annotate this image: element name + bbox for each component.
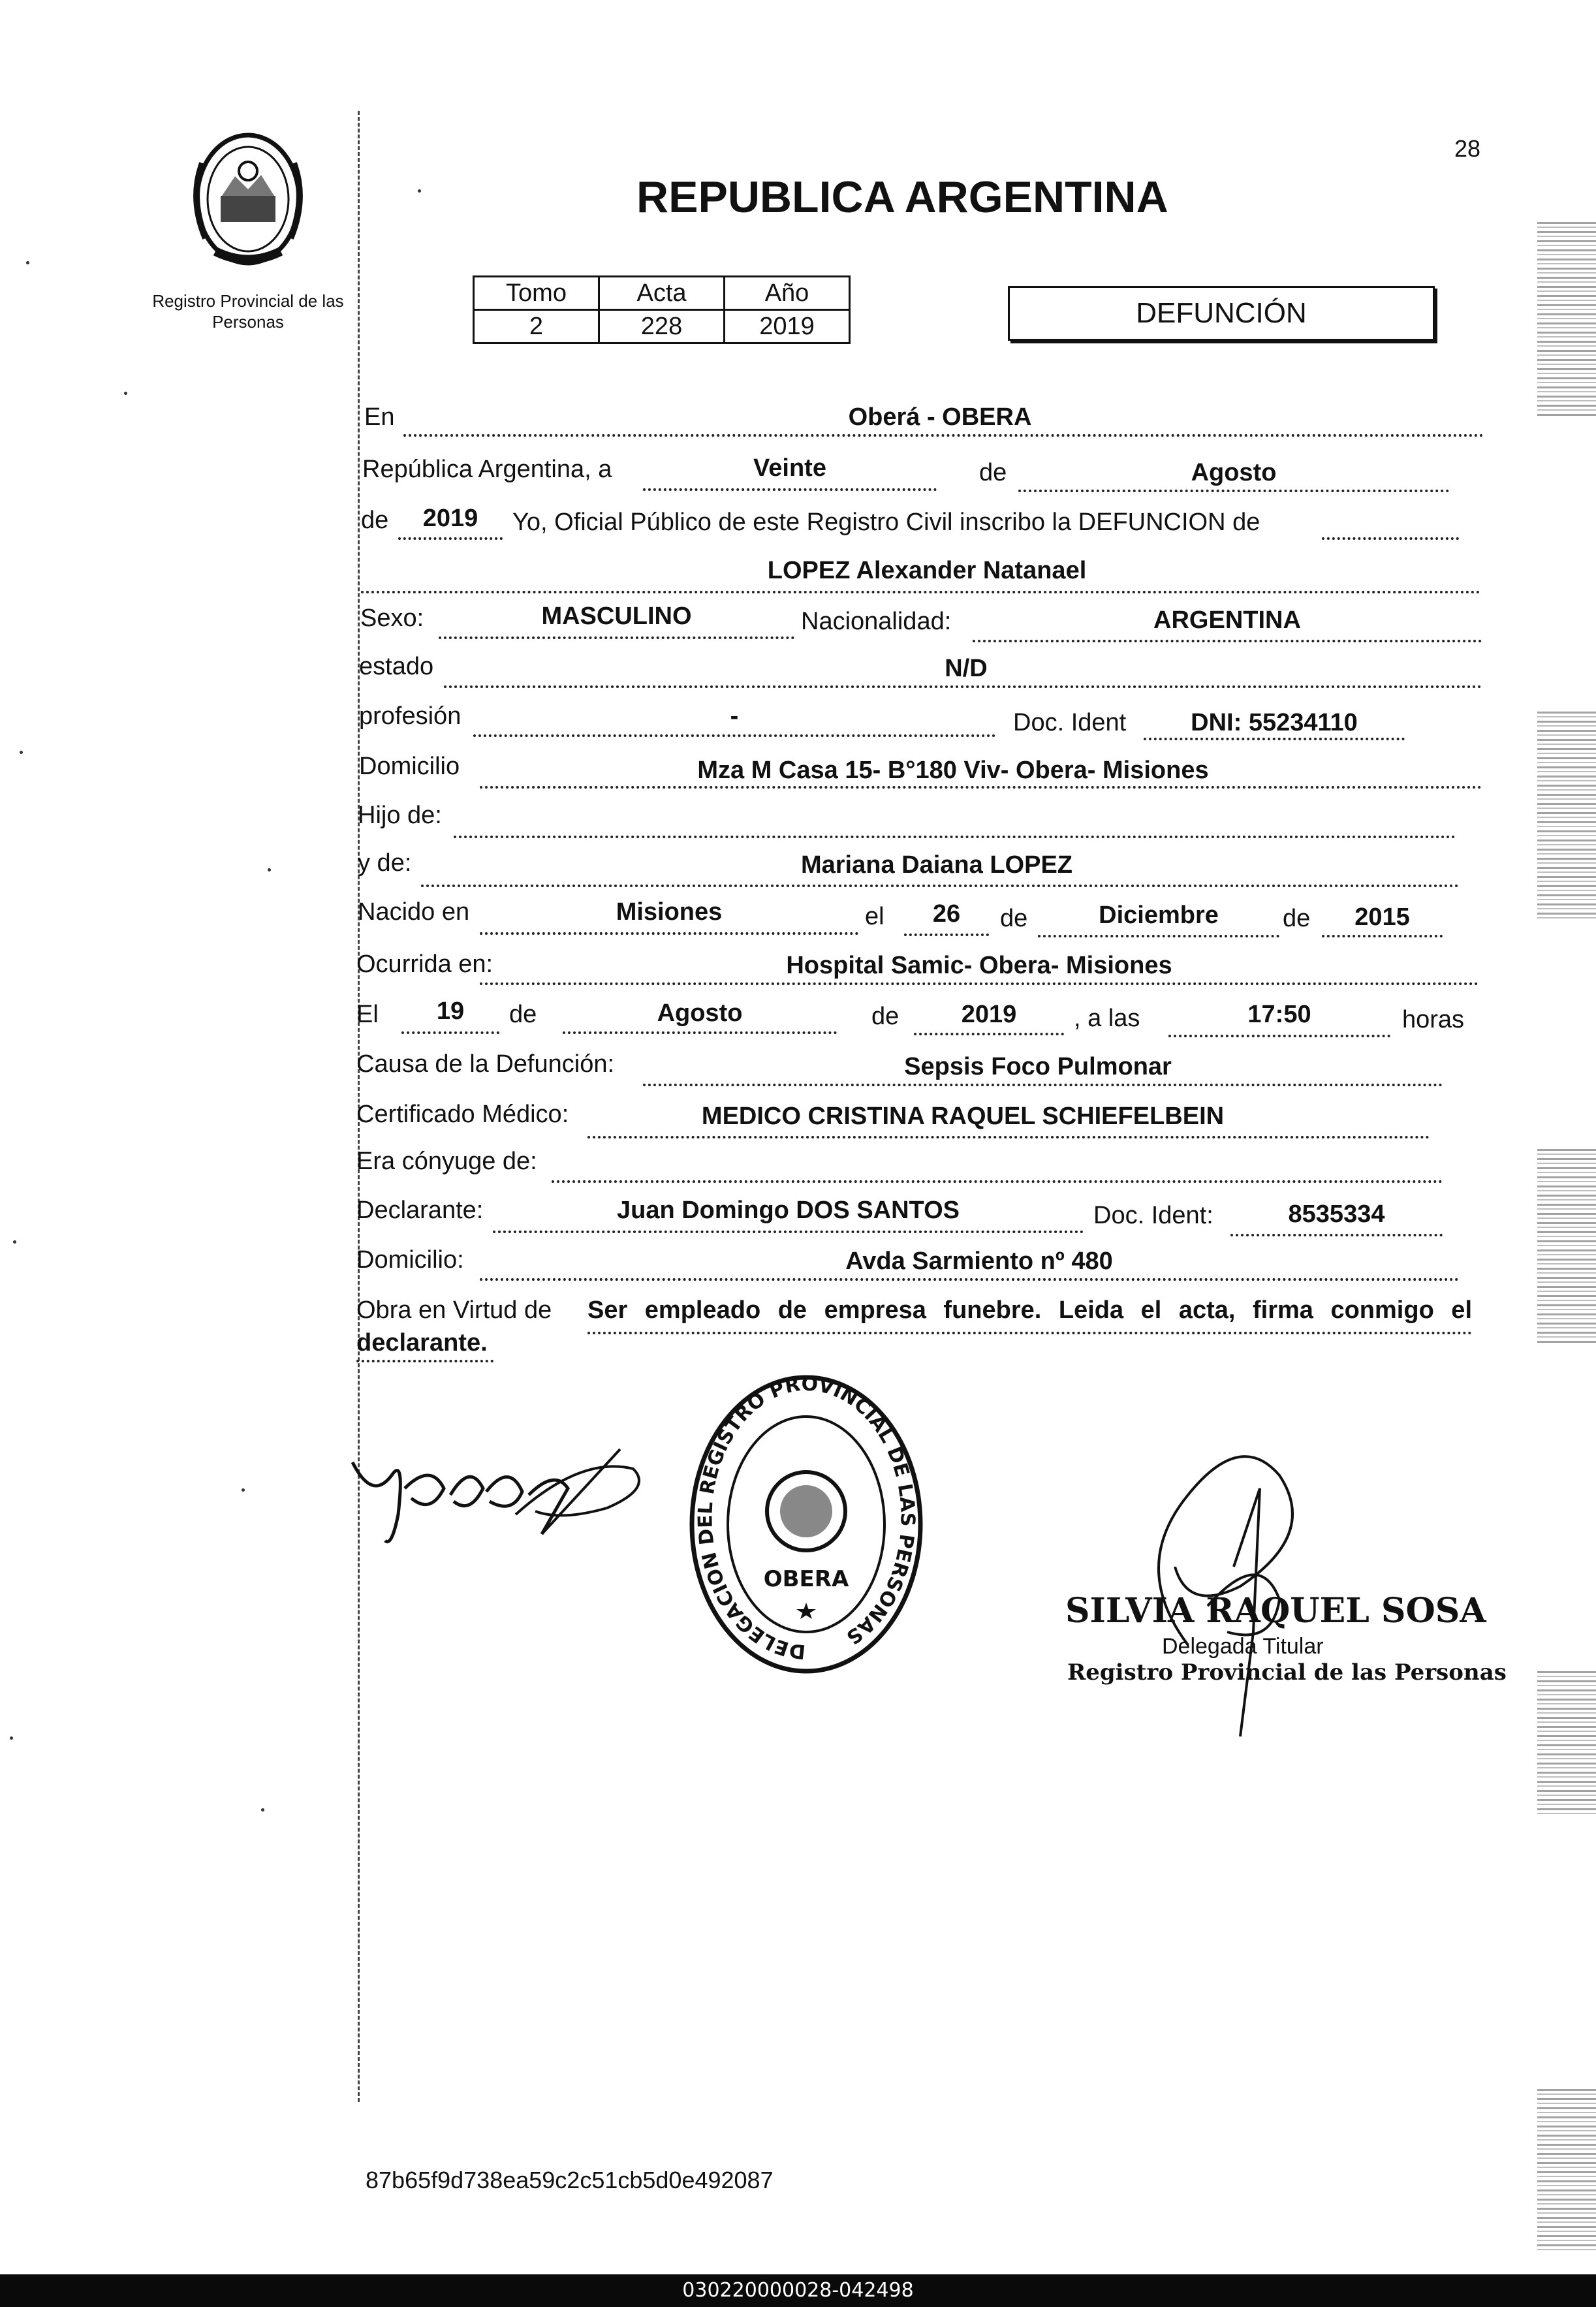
obra-label: Obra en Virtud de bbox=[356, 1296, 552, 1324]
registry-table-header-row bbox=[474, 277, 850, 310]
dotted-line bbox=[403, 434, 1484, 437]
dotted-line bbox=[401, 1031, 499, 1034]
certificado-value: MEDICO CRISTINA RAQUEL SCHIEFELBEIN bbox=[701, 1103, 1225, 1130]
official-title: Delegada Titular bbox=[1162, 1634, 1324, 1659]
dotted-line bbox=[493, 1231, 1084, 1233]
place-value: Oberá - OBERA bbox=[848, 403, 1032, 431]
dotted-line bbox=[1018, 490, 1449, 492]
scan-noise bbox=[1537, 2089, 1596, 2252]
page-title: REPUBLICA ARGENTINA bbox=[636, 172, 1168, 222]
footer-bar bbox=[0, 2274, 1596, 2307]
dotted-line bbox=[914, 1033, 1064, 1035]
dotted-line bbox=[643, 488, 937, 491]
year-value: 2019 bbox=[422, 505, 478, 532]
scan-noise bbox=[1537, 712, 1596, 920]
dotted-line bbox=[552, 1180, 1443, 1183]
de-label: de bbox=[1000, 905, 1028, 932]
ocurrida-label: Ocurrida en: bbox=[356, 950, 493, 978]
scan-speck bbox=[20, 751, 23, 754]
registry-name: Registro Provincial de las Personas bbox=[152, 291, 344, 332]
declarante-value: Juan Domingo DOS SANTOS bbox=[616, 1197, 960, 1224]
acta-header: Acta bbox=[599, 277, 725, 310]
de-label: de bbox=[871, 1003, 900, 1030]
doc-ident-value: DNI: 55234110 bbox=[1191, 709, 1358, 736]
dotted-line bbox=[1230, 1234, 1443, 1236]
scan-noise bbox=[1537, 222, 1596, 418]
scan-noise bbox=[1537, 1671, 1596, 1815]
sexo-label: Sexo: bbox=[360, 604, 424, 632]
causa-label: Causa de la Defunción: bbox=[356, 1050, 615, 1078]
birth-month-value: Diciembre bbox=[1099, 902, 1219, 929]
profesion-value: - bbox=[730, 702, 739, 730]
dotted-line bbox=[904, 934, 989, 936]
tomo-header: Tomo bbox=[474, 277, 599, 310]
domicilio2-label: Domicilio: bbox=[356, 1246, 464, 1274]
de-label: de bbox=[361, 507, 389, 534]
estado-value: N/D bbox=[945, 655, 988, 682]
birth-year-value: 2015 bbox=[1354, 903, 1410, 931]
scan-speck bbox=[13, 1240, 16, 1244]
death-year-value: 2019 bbox=[961, 1001, 1017, 1028]
dotted-line bbox=[1322, 537, 1459, 540]
month-value: Agosto bbox=[1191, 459, 1277, 486]
dotted-line bbox=[398, 537, 503, 540]
republica-label: República Argentina, a bbox=[362, 456, 612, 483]
dotted-line bbox=[454, 836, 1456, 838]
acta-value: 228 bbox=[599, 310, 725, 343]
sexo-value: MASCULINO bbox=[541, 603, 692, 630]
official-signature bbox=[1110, 1436, 1390, 1743]
page-number: 28 bbox=[1454, 135, 1481, 162]
de-label: de bbox=[509, 1001, 537, 1028]
obra-line1: Ser empleado de empresa funebre. Leida el acta, firma conmigo el bbox=[587, 1296, 1472, 1324]
horas-label: horas bbox=[1402, 1006, 1465, 1033]
death-time-value: 17:50 bbox=[1247, 1001, 1311, 1028]
document-hash: 87b65f9d738ea59c2c51cb5d0e492087 bbox=[366, 2167, 774, 2193]
dotted-line bbox=[1038, 935, 1279, 937]
scan-speck bbox=[418, 189, 421, 193]
estado-label: estado bbox=[359, 653, 434, 680]
dotted-line bbox=[643, 1084, 1443, 1086]
domicilio-label: Domicilio bbox=[359, 753, 460, 780]
dotted-line bbox=[356, 1360, 493, 1362]
obra-line2: declarante. bbox=[356, 1329, 488, 1357]
nacionalidad-label: Nacionalidad: bbox=[801, 608, 952, 635]
province-seal-icon bbox=[176, 124, 320, 274]
dotted-line bbox=[973, 640, 1482, 642]
dotted-line bbox=[480, 786, 1482, 789]
causa-value: Sepsis Foco Pulmonar bbox=[904, 1053, 1172, 1080]
profesion-label: profesión bbox=[359, 702, 462, 730]
declarante-doc-value: 8535334 bbox=[1288, 1201, 1385, 1228]
conyuge-label: Era cónyuge de: bbox=[356, 1148, 537, 1175]
dotted-line bbox=[1168, 1035, 1390, 1037]
birth-day-value: 26 bbox=[932, 900, 961, 928]
en-label: En bbox=[364, 403, 395, 431]
doc-ident-label: Doc. Ident: bbox=[1093, 1202, 1213, 1229]
hijo-label: Hijo de: bbox=[358, 802, 442, 829]
death-month-value: Agosto bbox=[657, 999, 743, 1027]
scan-speck bbox=[124, 392, 127, 395]
de-label: de bbox=[1283, 905, 1311, 932]
dotted-line bbox=[480, 982, 1479, 985]
scan-noise bbox=[1537, 1149, 1596, 1345]
domicilio2-value: Avda Sarmiento nº 480 bbox=[845, 1248, 1113, 1275]
scan-speck bbox=[26, 261, 29, 264]
registry-table bbox=[473, 275, 851, 344]
dotted-line bbox=[587, 1136, 1430, 1138]
scan-speck bbox=[10, 1736, 13, 1740]
y-de-label: y de: bbox=[358, 849, 412, 877]
a-las-label: , a las bbox=[1074, 1005, 1140, 1032]
dotted-line bbox=[1144, 738, 1405, 740]
dotted-line bbox=[1322, 935, 1443, 937]
declarante-label: Declarante: bbox=[356, 1197, 484, 1224]
tomo-value: 2 bbox=[474, 310, 599, 343]
nacionalidad-value: ARGENTINA bbox=[1153, 606, 1301, 634]
death-day-value: 19 bbox=[436, 997, 465, 1025]
registry-stamp bbox=[685, 1371, 927, 1678]
scan-speck bbox=[268, 868, 271, 871]
deceased-name: LOPEZ Alexander Natanael bbox=[767, 557, 1087, 584]
nacido-label: Nacido en bbox=[358, 898, 470, 926]
inscribo-text: Yo, Oficial Público de este Registro Civil inscribo la DEFUNCION de bbox=[512, 509, 1260, 536]
anio-header: Año bbox=[725, 277, 850, 310]
y-de-value: Mariana Daiana LOPEZ bbox=[800, 851, 1072, 879]
official-name: SILVIA RAQUEL SOSA bbox=[1065, 1591, 1486, 1631]
dotted-line bbox=[444, 685, 1482, 688]
nacido-value: Misiones bbox=[616, 898, 723, 926]
dotted-line bbox=[563, 1031, 837, 1034]
dotted-line bbox=[480, 932, 858, 935]
anio-value: 2019 bbox=[725, 310, 850, 343]
dotted-line bbox=[587, 1332, 1472, 1334]
domicilio-value: Mza M Casa 15- B°180 Viv- Obera- Misiones bbox=[697, 757, 1209, 784]
stamp-city: OBERA bbox=[763, 1566, 849, 1592]
de-label: de bbox=[979, 459, 1007, 486]
el-label: el bbox=[865, 903, 884, 930]
stamp-ring-text: DELEGACION DEL REGISTRO PROVINCIAL DE LAS PERSONAS bbox=[694, 1372, 919, 1663]
document-type: DEFUNCIÓN bbox=[1136, 297, 1307, 329]
official-office: Registro Provincial de las Personas bbox=[1067, 1659, 1507, 1686]
document-type-box bbox=[1008, 286, 1435, 341]
declarant-signature bbox=[346, 1436, 653, 1554]
registry-table-value-row bbox=[474, 310, 850, 343]
dotted-line bbox=[480, 1278, 1459, 1281]
dotted-line bbox=[421, 885, 1459, 887]
footer-code: 030220000028-042498 bbox=[682, 2279, 914, 2302]
ocurrida-value: Hospital Samic- Obera- Misiones bbox=[786, 952, 1172, 979]
day-words-value: Veinte bbox=[753, 454, 826, 482]
doc-ident-label: Doc. Ident bbox=[1013, 709, 1127, 736]
certificado-label: Certificado Médico: bbox=[356, 1101, 569, 1128]
scan-speck bbox=[242, 1488, 245, 1492]
scan-speck bbox=[261, 1808, 264, 1812]
dotted-line bbox=[473, 734, 995, 737]
el-label: El bbox=[356, 1001, 379, 1028]
dotted-line bbox=[439, 636, 794, 639]
dotted-line bbox=[361, 591, 1480, 593]
